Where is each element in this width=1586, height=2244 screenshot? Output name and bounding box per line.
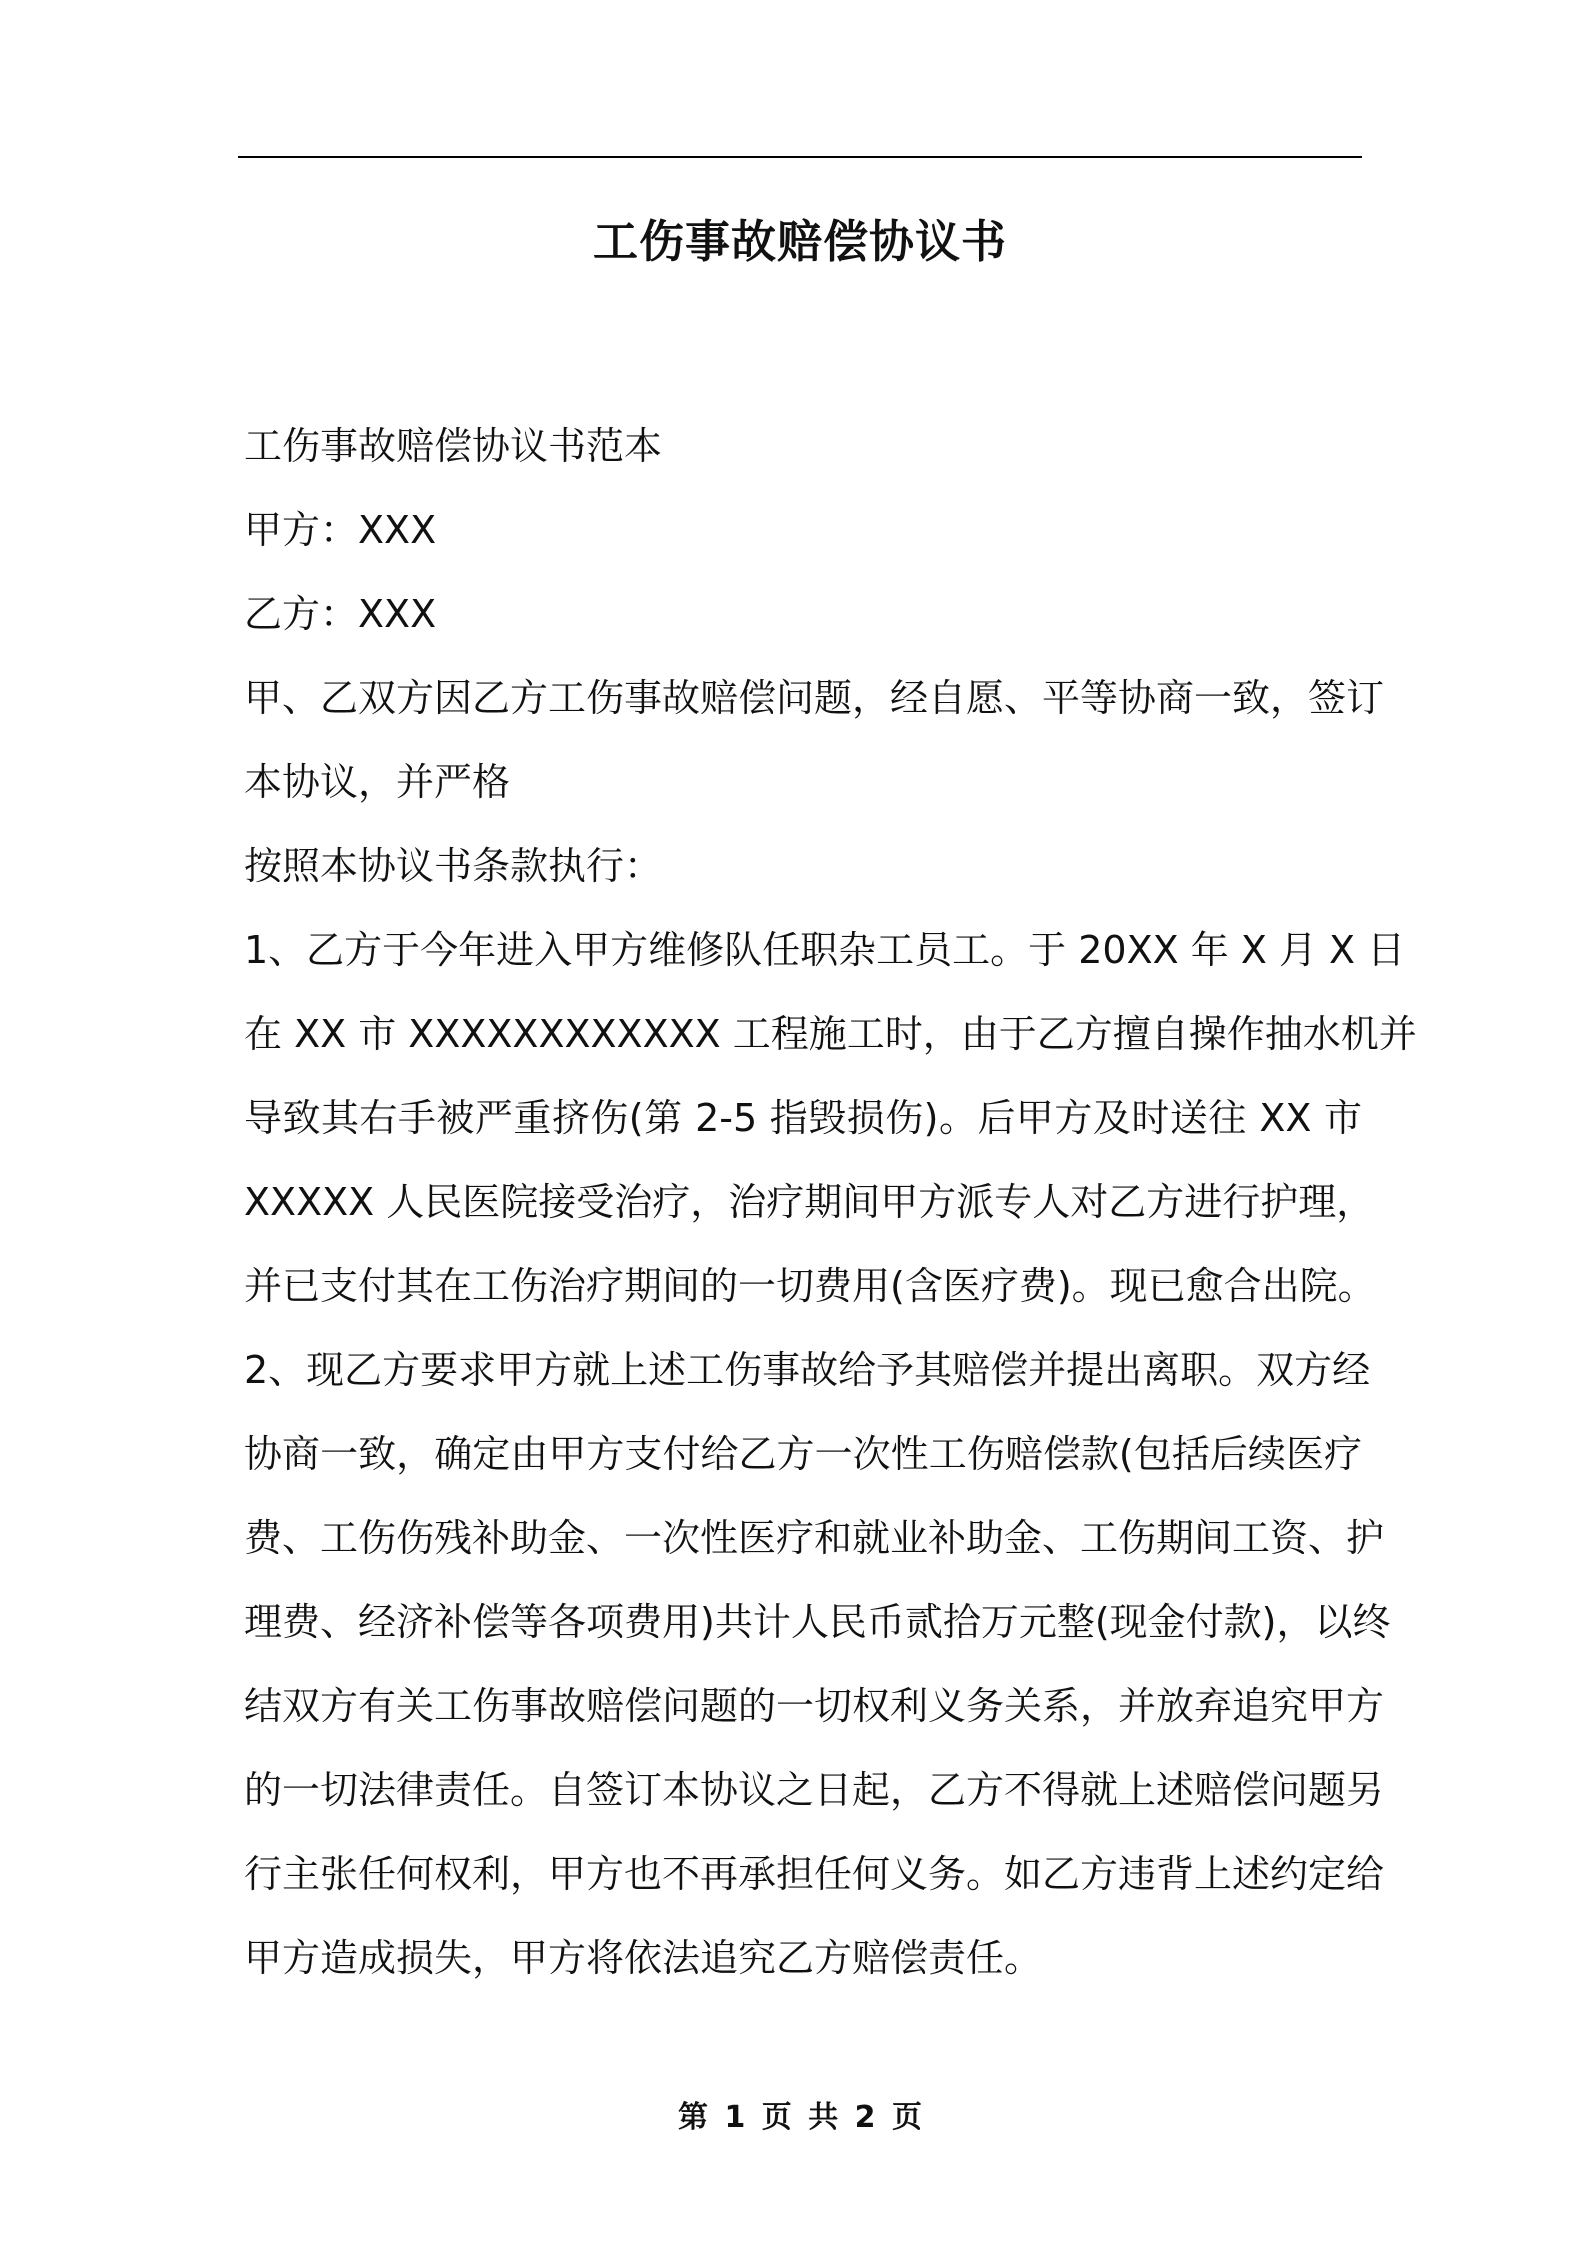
body-line-party-b: 乙方：XXX — [244, 592, 437, 636]
header-divider — [238, 156, 1362, 158]
document-body — [244, 404, 1417, 2000]
body-line: 理费、经济补偿等各项费用)共计人民币贰拾万元整(现金付款)，以终 — [244, 1600, 1391, 1644]
body-line: 本协议，并严格 — [244, 760, 511, 804]
body-line-clause-2: 2、现乙方要求甲方就上述工伤事故给予其赔偿并提出离职。双方经 — [244, 1348, 1371, 1392]
body-line-party-a: 甲方：XXX — [244, 508, 437, 552]
body-line: 在 XX 市 XXXXXXXXXXXX 工程施工时，由于乙方擅自操作抽水机并 — [244, 1012, 1417, 1056]
body-line: 甲方造成损失，甲方将依法追究乙方赔偿责任。 — [244, 1936, 1043, 1980]
body-line: 按照本协议书条款执行： — [244, 844, 663, 888]
page-number: 第 1 页 共 2 页 — [678, 2100, 922, 2135]
body-line: 结双方有关工伤事故赔偿问题的一切权利义务关系，并放弃追究甲方 — [244, 1684, 1385, 1728]
body-line: 并已支付其在工伤治疗期间的一切费用(含医疗费)。现已愈合出院。 — [244, 1264, 1376, 1308]
body-line: XXXXX 人民医院接受治疗，治疗期间甲方派专人对乙方进行护理， — [244, 1180, 1375, 1224]
body-line: 甲、乙双方因乙方工伤事故赔偿问题，经自愿、平等协商一致，签订 — [244, 676, 1385, 720]
body-line: 的一切法律责任。自签订本协议之日起，乙方不得就上述赔偿问题另 — [244, 1768, 1385, 1812]
body-line-clause-1: 1、乙方于今年进入甲方维修队任职杂工员工。于 20XX 年 X 月 X 日 — [244, 928, 1406, 972]
body-line: 协商一致，确定由甲方支付给乙方一次性工伤赔偿款(包括后续医疗 — [244, 1432, 1362, 1476]
body-line: 行主张任何权利，甲方也不再承担任何义务。如乙方违背上述约定给 — [244, 1852, 1385, 1896]
body-line: 费、工伤伤残补助金、一次性医疗和就业补助金、工伤期间工资、护 — [244, 1516, 1385, 1560]
document-title: 工伤事故赔偿协议书 — [592, 215, 1007, 268]
body-line: 导致其右手被严重挤伤(第 2-5 指毁损伤)。后甲方及时送往 XX 市 — [244, 1096, 1362, 1140]
body-line-subtitle: 工伤事故赔偿协议书范本 — [244, 424, 663, 468]
